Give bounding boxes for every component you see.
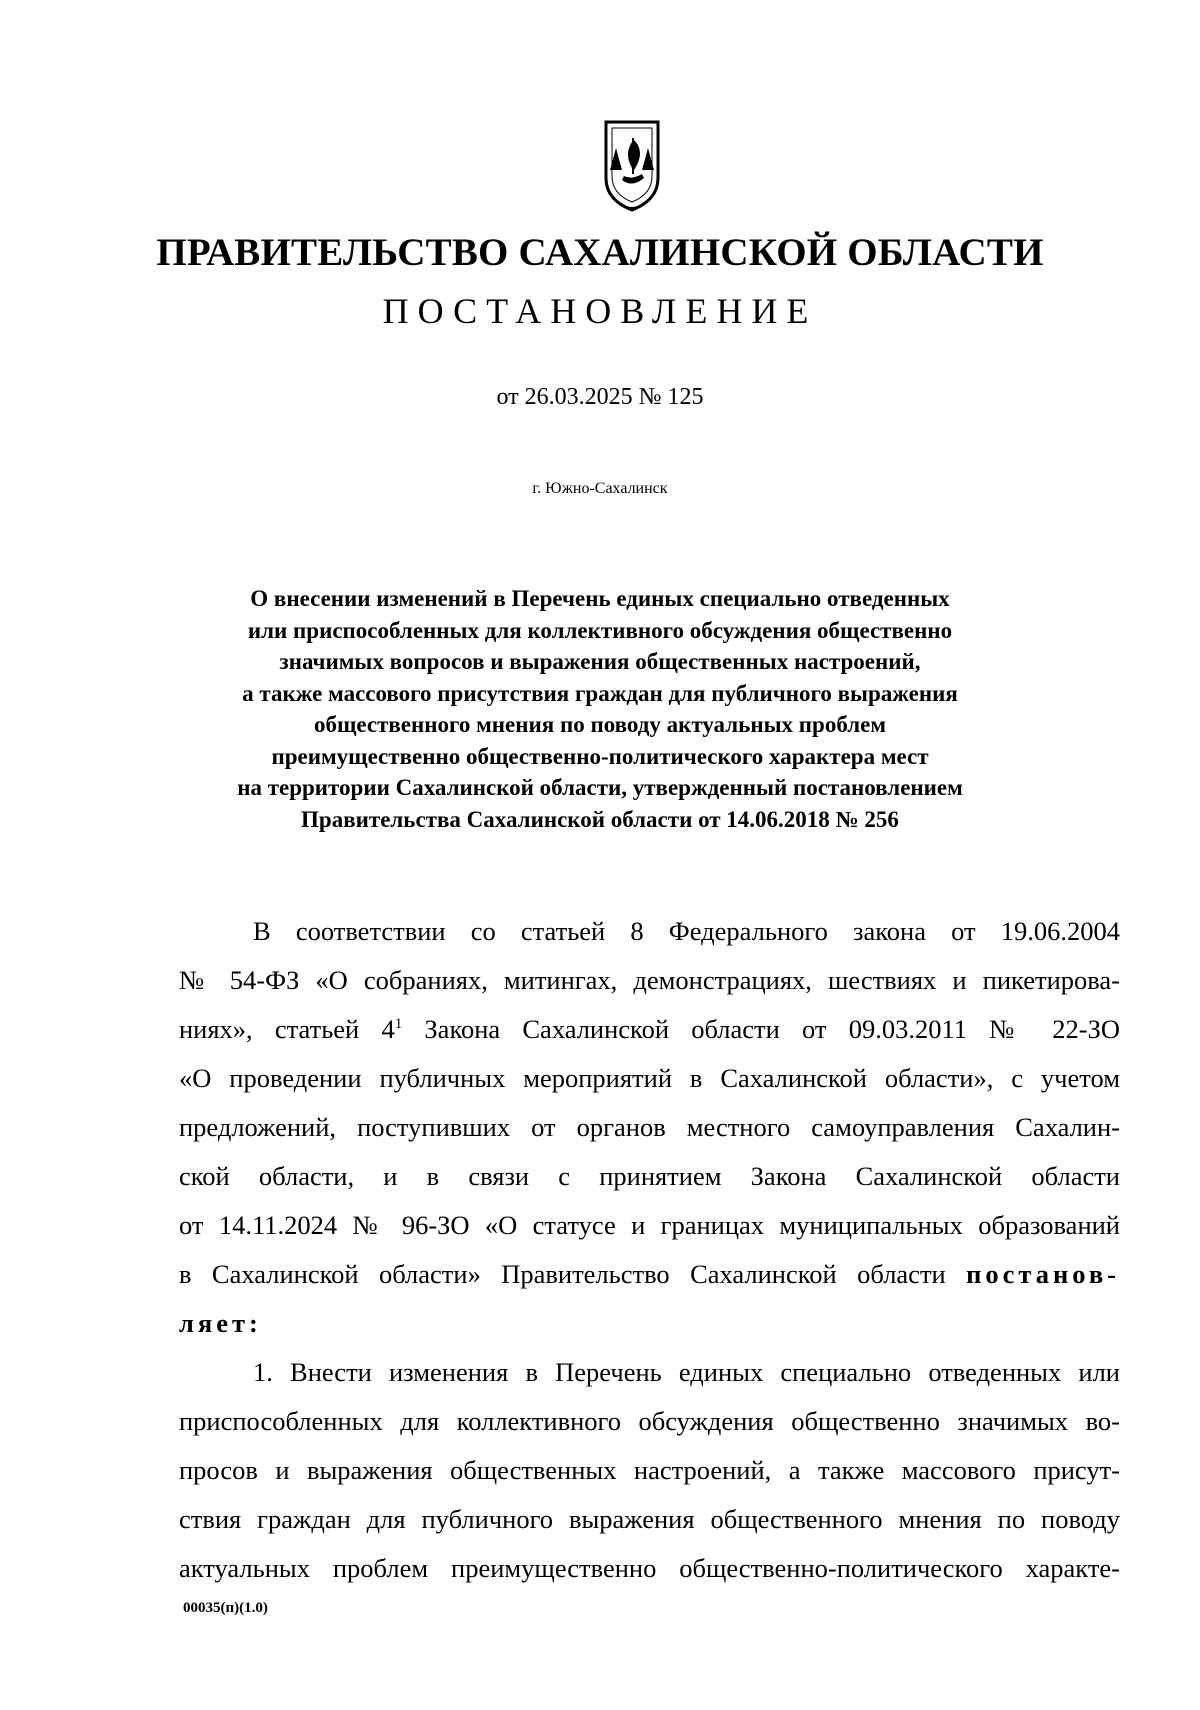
preamble-line xyxy=(179,1250,1120,1299)
document-type: ПОСТАНОВЛЕНИЕ xyxy=(382,291,818,331)
title-line: преимущественно общественно-политического характера мест xyxy=(271,743,929,769)
item-line: ствия граждан для публичного выражения общественного мнения по поводу xyxy=(179,1504,1120,1534)
preamble-text: ниях», статьей 4 xyxy=(179,1014,395,1044)
form-code: 00035(п)(1.0) xyxy=(183,1600,268,1616)
item-1-paragraph xyxy=(179,1348,1120,1593)
document-place: г. Южно-Сахалинск xyxy=(532,480,668,497)
title-line: О внесении изменений в Перечень единых специально отведенных xyxy=(250,586,950,611)
coat-of-arms-emblem xyxy=(600,118,664,214)
preamble-line xyxy=(179,1005,1120,1054)
item-line: приспособленных для коллективного обсуждения общественно значимых во- xyxy=(179,1406,1120,1436)
title-line: или приспособленных для коллективного обсуждения общественно xyxy=(247,617,953,643)
preamble-text: Закона Сахалинской области от 09.03.2011 № 22-ЗО xyxy=(402,1014,1120,1044)
document-date-number: от 26.03.2025 № 125 xyxy=(496,384,704,410)
preamble-line: № 54-ФЗ «О собраниях, митингах, демонстрациях, шествиях и пикетирова- xyxy=(179,965,1120,995)
preamble-line xyxy=(179,1299,1120,1348)
preamble-text: в Сахалинской области» Правительство Сахалинской области xyxy=(179,1259,967,1289)
superscript: 1 xyxy=(394,1016,403,1033)
item-line: актуальных проблем преимущественно общественно-политического характе- xyxy=(179,1553,1120,1583)
preamble-line: от 14.11.2024 № 96-ЗО «О статусе и границах муниципальных образований xyxy=(179,1210,1120,1240)
title-line: общественного мнения по поводу актуальных проблем xyxy=(313,712,887,737)
title-line: значимых вопросов и выражения общественных настроений, xyxy=(279,649,921,674)
item-line: просов и выражения общественных настроений, а также массового присут- xyxy=(179,1455,1120,1485)
title-line: на территории Сахалинской области, утвержденный постановлением xyxy=(237,775,963,800)
resolves-word-end: ляет: xyxy=(179,1308,262,1338)
preamble-line: «О проведении публичных мероприятий в Сахалинской области», с учетом xyxy=(179,1063,1120,1093)
document-title xyxy=(150,583,1050,835)
title-line: Правительства Сахалинской области от 14.06.2018 № 256 xyxy=(301,806,899,832)
preamble-line: предложений, поступивших от органов местного самоуправления Сахалин- xyxy=(179,1112,1120,1142)
item-line: 1. Внести изменения в Перечень единых специально отведенных или xyxy=(253,1357,1120,1387)
resolves-word: постанов- xyxy=(966,1259,1120,1289)
title-line: а также массового присутствия граждан для публичного выражения xyxy=(242,680,958,706)
preamble-line: В соответствии со статьей 8 Федерального закона от 19.06.2004 xyxy=(253,916,1120,946)
preamble-paragraph xyxy=(179,907,1120,1348)
organization-title: ПРАВИТЕЛЬСТВО САХАЛИНСКОЙ ОБЛАСТИ xyxy=(156,231,1044,274)
preamble-line: ской области, и в связи с принятием Закона Сахалинской области xyxy=(179,1161,1120,1191)
document-body xyxy=(179,907,1120,1593)
